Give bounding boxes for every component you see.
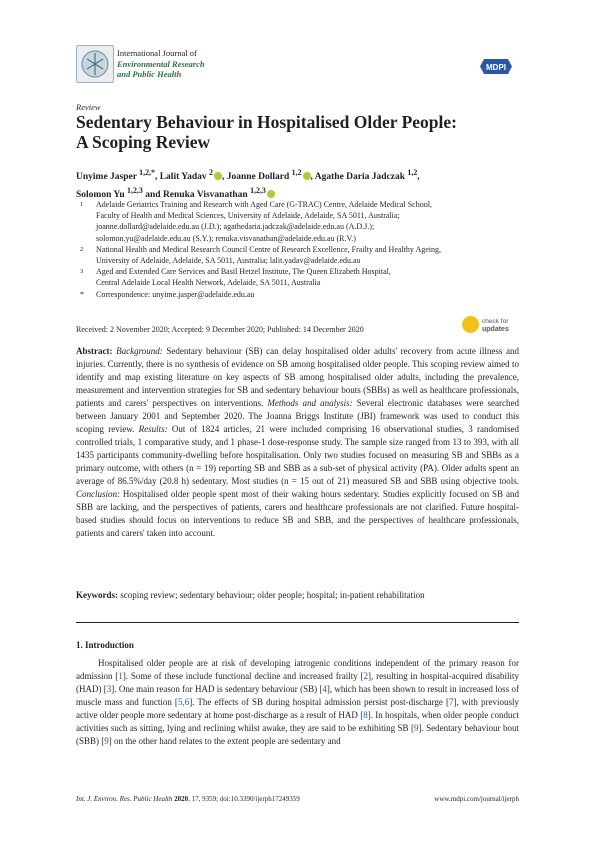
author-affiliation: 1,2 [407, 168, 418, 177]
check-updates-line1: check for [482, 318, 509, 325]
author-name: Agathe Daria Jadczak [314, 172, 406, 183]
author-name: Unyime Jasper [76, 172, 137, 183]
citation-link[interactable]: 2 [363, 671, 369, 681]
intro-text: ]. Sedentary behaviour bout (SBB) [ [76, 723, 519, 746]
section-heading: 1. Introduction [76, 640, 134, 650]
author-list [76, 166, 536, 202]
citation-link[interactable]: 7 [449, 697, 454, 707]
orcid-icon[interactable] [214, 172, 225, 183]
citation-link[interactable]: 8 [363, 710, 368, 720]
author-conjunction: and [145, 190, 161, 201]
keywords-label: Keywords: [76, 590, 118, 600]
affiliation-line: Central Adelaide Local Health Network, Adelaide, SA 5011, Australia [96, 278, 321, 288]
article-type: Review [76, 102, 101, 112]
abstract-background-text: Sedentary behaviour (SB) can delay hospitalised older adults' recovery from acute illness and injuries. Currently, there is no synthesis of evidence on SB among hospitalised older people. This scoping review aimed to identify and map existing literature on key aspects of SB among hospitalised older adults, including the prevalence, measurement and intervention strategies for SB and sedentary behaviour bouts (SBBs) as well as healthcare professionals, patients and carers' perspectives on interventions. [76, 346, 520, 408]
journal-logo-icon [76, 45, 114, 83]
title-line-2: A Scoping Review [76, 132, 211, 152]
correspondence [76, 289, 536, 300]
author-name: Joanne Dollard [226, 172, 290, 183]
affiliation-number: 1 [80, 201, 84, 208]
footer-year: 2020 [174, 795, 189, 803]
intro-text: ], which has been shown to result in increased loss of muscle mass and function [ [76, 684, 519, 707]
abstract-background-label: Background: [116, 346, 163, 356]
affiliation-line: Adelaide Geriatrics Training and Research with Aged Care (G-TRAC) Centre, Adelaide Medical School, [96, 200, 432, 209]
check-updates-line2: updates [482, 326, 509, 333]
abstract-results-label: Results: [138, 424, 168, 434]
affiliation-line: joanne.dollard@adelaide.edu.au (J.D.); agathedaria.jadczak@adelaide.edu.au (A.D.J.); [96, 222, 375, 232]
orcid-icon[interactable] [303, 172, 313, 183]
affiliation-item [76, 199, 536, 244]
affiliation-line: solomon.yu@adelaide.edu.au (S.Y.); renuka.visvanathan@adelaide.edu.au (R.V.) [96, 233, 356, 243]
citation-link[interactable]: 9 [104, 736, 109, 746]
journal-name-line1: International Journal of [117, 48, 197, 58]
intro-text: ], with previously active older people more sedentary at home post-discharge as a result of HAD [ [76, 697, 519, 720]
footer-journal: Int. J. Environ. Res. Public Health [76, 795, 173, 803]
abstract [76, 345, 519, 540]
affiliation-line: National Health and Medical Research Council Centre of Research Excellence, Frailty and Healthy Ageing, [96, 244, 441, 254]
intro-text: Hospitalised older people are at risk of developing iatrogenic conditions independent of the primary reason for admission [ [76, 658, 519, 681]
intro-text: ]. One main reason for HAD is sedentary behaviour (SB) [ [111, 684, 323, 694]
intro-text: ] on the other hand relates to the extent people are sedentary and [108, 736, 341, 746]
citation-link[interactable]: 9 [413, 723, 419, 733]
affiliation-line: Faculty of Health and Medical Sciences, University of Adelaide, Adelaide, SA 5011, Australia; [96, 211, 400, 221]
citation-link[interactable]: 4 [322, 684, 327, 694]
abstract-methods-label: Methods and analysis: [267, 398, 353, 408]
footer-citation [76, 795, 300, 803]
correspondence-line: Correspondence: unyime.jasper@adelaide.edu.au [96, 289, 255, 299]
intro-text: ]. The effects of SB during hospital admission persist post-discharge [ [189, 697, 450, 707]
intro-text: ]. In hospitals, when older people conduct activities such as sitting, lying and reclining whilst awake, they are said to be exhibiting SB [ [76, 710, 519, 733]
check-for-updates-button[interactable] [462, 314, 522, 336]
journal-name-line3: and Public Health [117, 69, 182, 79]
article-title [76, 112, 536, 152]
introduction-paragraph [76, 657, 519, 748]
author-affiliation: 2 [209, 168, 213, 177]
check-updates-icon [462, 316, 479, 333]
affiliation-number: 3 [80, 268, 84, 276]
author-name: Lalit Yadav [159, 172, 207, 183]
author-separator: , [310, 172, 313, 183]
affiliations [76, 199, 536, 300]
citation-link[interactable]: 3 [106, 684, 112, 694]
abstract-conclusion-label: Conclusion: [76, 489, 120, 499]
intro-text: ]. Some of these include functional decline and increased frailty [ [122, 671, 364, 681]
abstract-methods-text: Several electronic databases were searched between January 2001 and September 2020. The Joanna Briggs Institute (JBI) framework was used to conduct this scoping review. [76, 398, 520, 434]
author-affiliation: 1,2,3 [250, 186, 266, 196]
keywords-text: scoping review; sedentary behaviour; older people; hospital; in-patient rehabilitation [118, 590, 425, 600]
author-separator: , [221, 172, 225, 183]
keywords [76, 589, 519, 602]
journal-name-line2: Environmental Research [117, 58, 205, 69]
intro-text: ], resulting in hospital-acquired disability (HAD) [ [76, 671, 519, 694]
footer-doi: , 17, 9359; doi:10.3390/ijerph17249359 [188, 795, 300, 803]
orcid-icon[interactable] [267, 190, 275, 198]
section-divider [76, 622, 519, 623]
publication-dates: Received: 2 November 2020; Accepted: 9 December 2020; Published: 14 December 2020 [76, 325, 364, 334]
author-separator: , [417, 172, 420, 183]
affiliation-line: Aged and Extended Care Services and Basil Hetzel Institute, The Queen Elizabeth Hospital, [96, 267, 391, 277]
author-affiliation: 1,2,* [139, 168, 155, 177]
mdpi-logo-text: MDPI [486, 63, 506, 72]
affiliation-item [76, 266, 536, 288]
author-separator: , [154, 172, 158, 183]
footer-url[interactable]: www.mdpi.com/journal/ijerph [434, 795, 519, 803]
abstract-conclusion-text: Hospitalised older people spent most of their waking hours sedentary. Studies explicitly focused on SB and SBB are lacking, and the perspectives of patients, carers and healthcare professionals are not clarified. Future hospital-based studies should focus on interventions to reduce SB and SBB, and the perspectives of healthcare professionals, patients and carers' taken into account. [76, 489, 519, 538]
abstract-results-text: Out of 1824 articles, 21 were included comprising 16 observational studies, 3 randomised controlled trials, 1 comparative study, and 1 phase-1 dose-response study. The sample size ranged from 13 to 393, with all 1435 participants community-dwelling before hospitalisation. Only two studies focused on measuring SB and SBBs as a primary outcome, with others (n = 19) reporting SB and SBB as a sub-set of physical activity (PA). Older adults spent an average of 86.5%/day (20.8 h) sedentary. Most studies (n = 15 out of 21) measured SB and SBB using objective tools. [76, 424, 520, 486]
affiliation-line: University of Adelaide, Adelaide, SA 5011, Australia; lalit.yadav@adelaide.edu.au [96, 256, 361, 266]
author-name: Solomon Yu [76, 190, 125, 201]
mdpi-logo-icon [479, 58, 513, 75]
journal-name [117, 48, 205, 80]
author-name: Renuka Visvanathan [162, 190, 248, 201]
citation-link[interactable]: 1 [118, 671, 123, 681]
affiliation-item [76, 244, 536, 266]
correspondence-marker: * [80, 289, 84, 299]
citation-link[interactable]: 5,6 [177, 697, 190, 707]
title-line-1: Sedentary Behaviour in Hospitalised Older People: [76, 112, 457, 132]
abstract-label: Abstract: [76, 346, 113, 356]
author-affiliation: 1,2,3 [127, 186, 143, 196]
author-affiliation: 1,2 [291, 168, 302, 177]
affiliation-number: 2 [80, 245, 84, 253]
